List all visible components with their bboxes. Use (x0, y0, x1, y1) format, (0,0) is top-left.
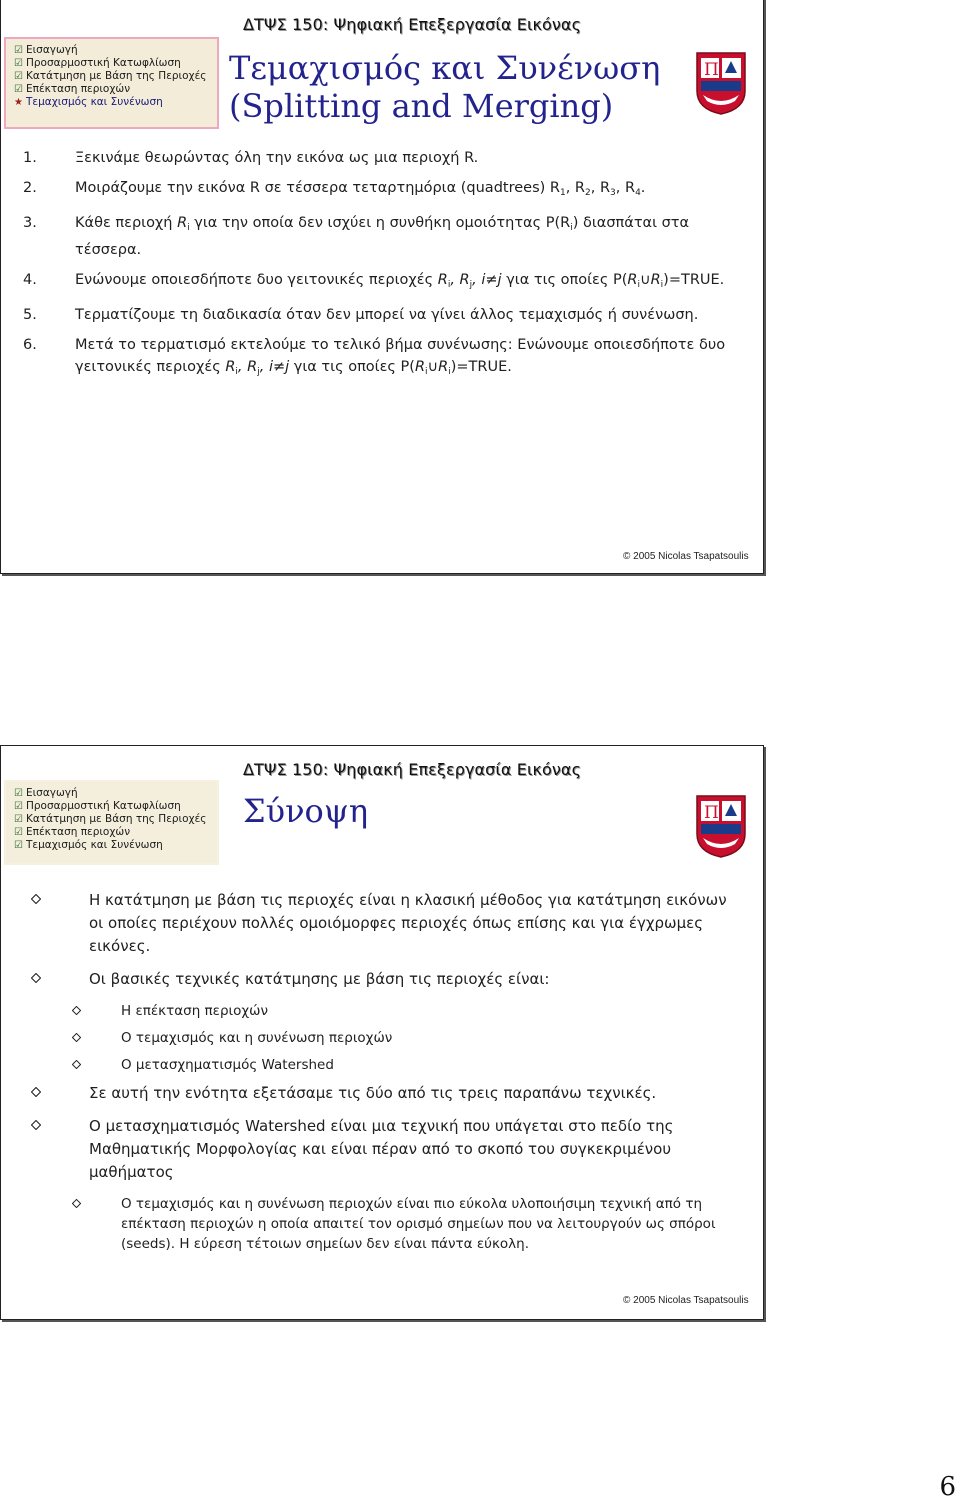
list-item: Σε αυτή την ενότητα εξετάσαμε τις δύο από τις τρεις παραπάνω τεχνικές. (1, 1082, 741, 1105)
list-item: Οι βασικές τεχνικές κατάτμησης με βάση τις περιοχές είναι: (1, 968, 741, 991)
list-item: Η επέκταση περιοχών (1, 1001, 741, 1021)
nav-item-region-growing[interactable]: ☑ Επέκταση περιοχών (14, 83, 131, 95)
outline-diamond-icon (31, 894, 41, 904)
slide-title: Τεμαχισμός και Συνένωση (Splitting and Merging) (229, 49, 661, 125)
star-icon: ★ (14, 97, 23, 108)
outline-diamond-icon (72, 1060, 81, 1069)
list-item: 4. Ενώνουμε οποιεσδήποτε δυο γειτονικές περιοχές $R_i$, $R_j$, i≠j για τις οποίες $P(R_i\cup R_i)=TRUE$. (23, 272, 725, 290)
checkbox-icon: ☑ (14, 814, 23, 825)
nav-item-split-merge[interactable]: ★ Τεμαχισμός και Συνένωση (14, 96, 163, 108)
slide-summary (0, 745, 764, 1320)
checkbox-icon: ☑ (14, 788, 23, 799)
list-item: Ο τεμαχισμός και η συνένωση περιοχών (1, 1028, 741, 1048)
list-item: 6. Μετά το τερματισμό εκτελούμε το τελικό βήμα συνένωσης: Ενώνουμε οποιεσδήποτε δυο γειτονικές περιοχές $R_i$, $R_j$, i≠j για τις οποίες $P(R_i\cup R_i)=TRUE$. (23, 337, 726, 377)
checkbox-icon: ☑ (14, 827, 23, 838)
svg-text:Π: Π (704, 60, 719, 80)
course-title: ΔΤΨΣ 150: Ψηφιακή Επεξεργασία Εικόνας (243, 15, 582, 34)
university-crest-icon (695, 51, 747, 115)
list-item: 5. Τερματίζουμε τη διαδικασία όταν δεν μπορεί να γίνει άλλος τεμαχισμός ή συνένωση. (23, 307, 699, 323)
list-item: Ο τεμαχισμός και η συνένωση περιοχών είναι πιο εύκολα υλοποιήσιμη τεχνική από τη επέκταση περιοχών η οποία απαιτεί τον ορισμό σημείων που να λειτουργούν ως σπόροι (seeds). Η εύρεση τέτοιων σημείων δεν είναι πάντα εύκολη. (1, 1194, 741, 1254)
summary-bullets (1, 889, 741, 1261)
checkbox-icon: ☑ (14, 45, 23, 56)
svg-text:Π: Π (704, 803, 719, 823)
nav-item-intro[interactable]: ☑ Εισαγωγή (14, 787, 78, 799)
slide-splitting-merging (0, 0, 764, 574)
outline-diamond-icon (31, 1120, 41, 1130)
page-number: 6 (939, 1472, 956, 1502)
nav-item-split-merge[interactable]: ☑ Τεμαχισμός και Συνένωση (14, 839, 163, 851)
list-item: 2. Μοιράζουμε την εικόνα R σε τέσσερα τεταρτημόρια (quadtrees) $R_1$, $R_2$, $R_3$, $R_4$. (23, 180, 646, 198)
checkbox-icon: ☑ (14, 84, 23, 95)
nav-item-intro[interactable]: ☑ Εισαγωγή (14, 44, 78, 56)
checkbox-icon: ☑ (14, 58, 23, 69)
checkbox-icon: ☑ (14, 801, 23, 812)
topic-nav (4, 37, 219, 129)
outline-diamond-icon (72, 1033, 81, 1042)
list-item: Η κατάτμηση με βάση τις περιοχές είναι η κλασική μέθοδος για κατάτμηση εικόνων οι οποίες περιέχουν πολλές ομοιόμορφες περιοχές όπως επίσης και για έγχρωμες εικόνες. (1, 889, 741, 958)
nav-item-adaptive-threshold[interactable]: ☑ Προσαρμοστική Κατωφλίωση (14, 800, 181, 812)
checkbox-icon: ☑ (14, 71, 23, 82)
steps-list (1, 147, 741, 391)
course-title: ΔΤΨΣ 150: Ψηφιακή Επεξεργασία Εικόνας (243, 760, 582, 779)
checkbox-icon: ☑ (14, 840, 23, 851)
nav-item-region-growing[interactable]: ☑ Επέκταση περιοχών (14, 826, 131, 838)
list-item: 3. Κάθε περιοχή $R_i$ για την οποία δεν ισχύει η συνθήκη ομοιότητας $P(R_i)$ διασπάται στα τέσσερα. (23, 215, 690, 258)
list-item: Ο μετασχηματισμός Watershed είναι μια τεχνική που υπάγεται στο πεδίο της Μαθηματικής Μορφολογίας και είναι πέραν από το σκοπό του συγκεκριμένου μαθήματος (1, 1115, 741, 1184)
outline-diamond-icon (72, 1199, 81, 1208)
university-crest-icon (695, 794, 747, 858)
outline-diamond-icon (72, 1006, 81, 1015)
outline-diamond-icon (31, 973, 41, 983)
copyright: © 2005 Nicolas Tsapatsoulis (623, 551, 749, 562)
nav-item-adaptive-threshold[interactable]: ☑ Προσαρμοστική Κατωφλίωση (14, 57, 181, 69)
nav-item-region-segmentation[interactable]: ☑ Κατάτμηση με Βάση της Περιοχές (14, 813, 207, 825)
copyright: © 2005 Nicolas Tsapatsoulis (623, 1295, 749, 1306)
list-item: 1. Ξεκινάμε θεωρώντας όλη την εικόνα ως μια περιοχή R. (23, 150, 479, 166)
topic-nav (4, 780, 219, 865)
list-item: Ο μετασχηματισμός Watershed (1, 1055, 741, 1075)
slide-title: Σύνοψη (243, 792, 369, 830)
nav-item-region-segmentation[interactable]: ☑ Κατάτμηση με Βάση της Περιοχές (14, 70, 207, 82)
outline-diamond-icon (31, 1087, 41, 1097)
